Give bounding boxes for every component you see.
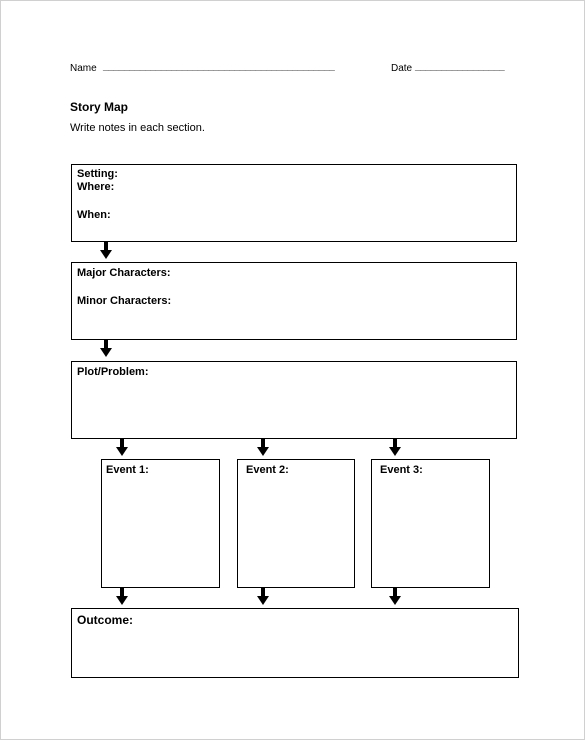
arrow-down-icon bbox=[116, 439, 128, 456]
plot-problem-label: Plot/Problem: bbox=[77, 366, 149, 378]
date-label: Date bbox=[391, 63, 413, 74]
setting-box bbox=[71, 164, 517, 242]
outcome-box bbox=[71, 608, 519, 678]
arrow-down-icon bbox=[100, 340, 112, 357]
arrow-down-icon bbox=[100, 242, 112, 259]
event-1-label: Event 1: bbox=[106, 464, 149, 476]
setting-heading: Setting: bbox=[77, 168, 118, 180]
outcome-label: Outcome: bbox=[77, 613, 134, 627]
event-3-box bbox=[371, 459, 490, 588]
major-characters-label: Major Characters: bbox=[77, 267, 171, 279]
arrow-down-icon bbox=[389, 439, 401, 456]
page-title: Story Map bbox=[70, 100, 129, 114]
event-2-box bbox=[237, 459, 355, 588]
arrow-down-icon bbox=[257, 439, 269, 456]
event-1-box bbox=[101, 459, 220, 588]
minor-characters-label: Minor Characters: bbox=[77, 295, 172, 307]
name-label: Name bbox=[70, 63, 97, 74]
event-2-label: Event 2: bbox=[246, 464, 289, 476]
characters-box bbox=[71, 262, 517, 340]
instructions: Write notes in each section. bbox=[70, 122, 205, 134]
when-label: When: bbox=[77, 209, 111, 221]
arrow-down-icon bbox=[116, 588, 128, 605]
arrow-down-icon bbox=[257, 588, 269, 605]
name-line: ____________________________________________ bbox=[103, 61, 335, 72]
date-line: _________________ bbox=[415, 61, 505, 72]
event-3-label: Event 3: bbox=[380, 464, 423, 476]
where-label: Where: bbox=[77, 181, 115, 193]
plot-box bbox=[71, 361, 517, 439]
arrow-down-icon bbox=[389, 588, 401, 605]
